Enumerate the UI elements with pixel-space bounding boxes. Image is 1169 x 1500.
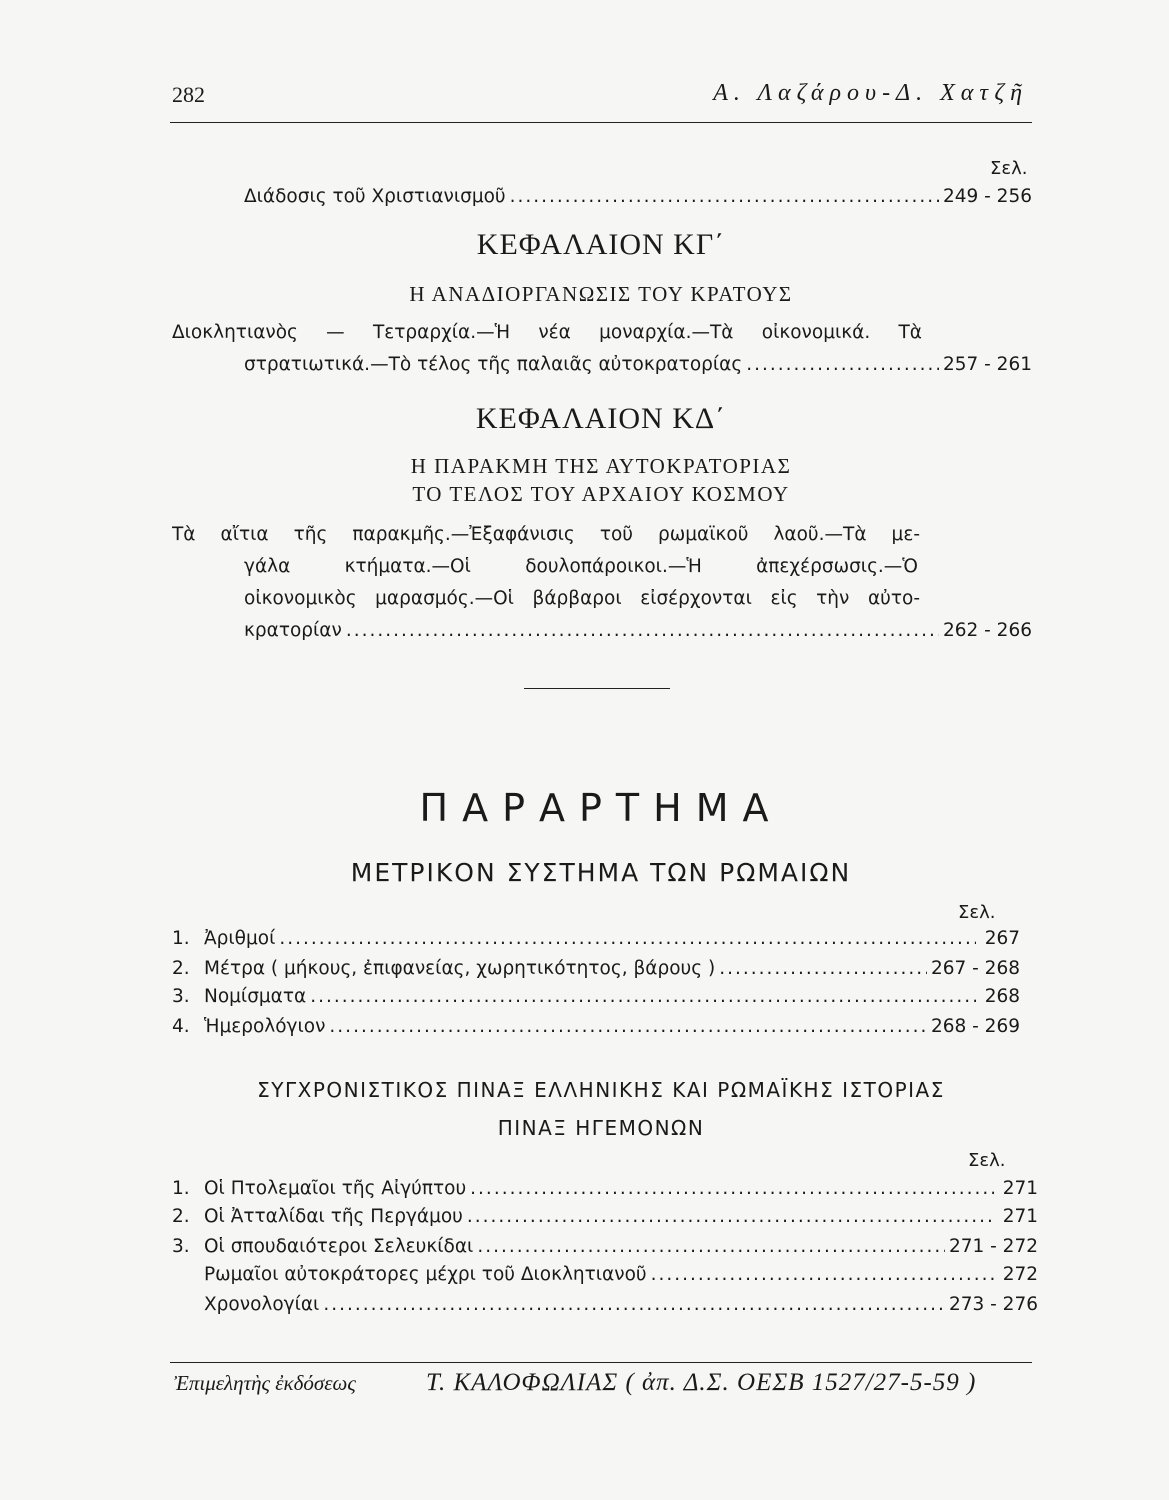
metric-item <box>172 958 1020 979</box>
item-number: 2. <box>172 958 190 979</box>
chapter-kd-line-3 <box>244 588 920 609</box>
page-number: 282 <box>172 82 205 107</box>
item-text: Μέτρα ( μήκους, ἐπιφανείας, χωρητικότητος, βάρους ) <box>204 958 716 979</box>
item-number: 4. <box>172 1016 190 1037</box>
leader-dots <box>719 958 927 979</box>
page-header <box>170 82 1032 123</box>
sel-label-top: Σελ. <box>990 158 1028 179</box>
ruler-item <box>172 1206 1038 1227</box>
metric-item <box>172 928 1020 949</box>
page-footer <box>170 1362 1032 1396</box>
leader-dots <box>467 1206 994 1227</box>
chapter-kd-text-1: Τὰ αἴτια τῆς παρακμῆς.—Ἐξαφάνισις τοῦ ρωμαϊκοῦ λαοῦ.—Τὰ με- <box>172 524 920 545</box>
chapter-kg-title: ΚΕΦΑΛΑΙΟΝ ΚΓ΄ <box>476 228 726 261</box>
metric-item <box>172 986 1020 1007</box>
sel-label-metric: Σελ. <box>958 902 996 923</box>
chapter-kd-pages: 262 - 266 <box>942 620 1032 641</box>
item-number: 1. <box>172 928 190 949</box>
appendix-title: ΠΑΡΑΡΤΗΜΑ <box>419 786 783 830</box>
toc-entry-text: Διάδοσις τοῦ Χριστιανισμοῦ <box>244 186 506 207</box>
toc-entry-christianity <box>244 186 1032 207</box>
leader-dots <box>477 1236 945 1257</box>
chapter-kd-text-4: κρατορίαν <box>244 620 342 641</box>
ruler-item <box>172 1264 1038 1285</box>
item-text: Νομίσματα <box>204 986 307 1007</box>
ruler-item <box>172 1236 1038 1257</box>
footer-printer: Τ. ΚΑΛΟΦΩΛΙΑΣ ( ἀπ. Δ.Σ. ΟΕΣΒ 1527/27-5-59 ) <box>426 1369 977 1396</box>
item-text: Ἡμερολόγιον <box>204 1016 326 1037</box>
toc-entry-pages: 249 - 256 <box>942 186 1032 207</box>
metric-item <box>172 1016 1020 1037</box>
leader-dots <box>470 1178 994 1199</box>
item-text: Ρωμαῖοι αὐτοκράτορες μέχρι τοῦ Διοκλητιανοῦ <box>204 1264 647 1285</box>
item-number: 3. <box>172 986 190 1007</box>
leader-dots <box>279 928 976 949</box>
rulers-table-title: ΠΙΝΑΞ ΗΓΕΜΟΝΩΝ <box>497 1116 705 1140</box>
item-pages: 267 - 268 <box>930 958 1020 979</box>
chapter-kd-subtitle-1: Η ΠΑΡΑΚΜΗ ΤΗΣ ΑΥΤΟΚΡΑΤΟΡΙΑΣ <box>410 454 792 478</box>
chapter-kd-line-4 <box>244 620 1032 641</box>
leader-dots <box>310 986 976 1007</box>
item-pages: 272 <box>1002 1264 1038 1285</box>
item-text: Οἱ Ἀτταλίδαι τῆς Περγάμου <box>204 1206 463 1227</box>
item-text: Οἱ Πτολεμαῖοι τῆς Αἰγύπτου <box>204 1178 467 1199</box>
chapter-kg-line-1 <box>172 322 922 343</box>
item-text: Οἱ σπουδαιότεροι Σελευκίδαι <box>204 1236 474 1257</box>
footer-editor: Ἐπιμελητὴς ἐκδόσεως <box>174 1371 356 1395</box>
chapter-kd-title: ΚΕΦΑΛΑΙΟΝ ΚΔ΄ <box>475 402 727 435</box>
metric-system-title: ΜΕΤΡΙΚΟΝ ΣΥΣΤΗΜΑ ΤΩΝ ΡΩΜΑΙΩΝ <box>350 858 852 887</box>
chapter-kg-text-2: στρατιωτικά.—Τὸ τέλος τῆς παλαιᾶς αὐτοκρατορίας <box>244 354 743 375</box>
leader-dots <box>329 1016 927 1037</box>
item-pages: 268 <box>984 986 1020 1007</box>
section-divider <box>524 688 670 689</box>
leader-dots <box>323 1294 945 1315</box>
chapter-kd-line-1 <box>172 524 920 545</box>
running-head: Α. Λαζάρου-Δ. Χατζῆ <box>713 80 1028 106</box>
item-pages: 268 - 269 <box>930 1016 1020 1037</box>
item-number: 1. <box>172 1178 190 1199</box>
chapter-kd-text-3: οἰκονομικὸς μαρασμός.—Οἱ βάρβαροι εἰσέρχονται εἰς τὴν αὐτο- <box>244 588 920 609</box>
item-pages: 267 <box>984 928 1020 949</box>
item-text: Χρονολογίαι <box>204 1294 320 1315</box>
chapter-kd-line-2 <box>244 556 918 577</box>
chapter-kg-pages: 257 - 261 <box>942 354 1032 375</box>
leader-dots <box>510 186 939 207</box>
sel-label-rulers: Σελ. <box>968 1150 1006 1171</box>
item-text: Ἀριθμοί <box>204 928 276 949</box>
leader-dots <box>346 620 939 641</box>
chapter-kg-subtitle: Η ΑΝΑΔΙΟΡΓΑΝΩΣΙΣ ΤΟΥ ΚΡΑΤΟΥΣ <box>409 282 793 306</box>
item-pages: 271 <box>1002 1206 1038 1227</box>
ruler-item <box>172 1294 1038 1315</box>
chapter-kg-text-1: Διοκλητιανὸς — Τετραρχία.—Ἡ νέα μοναρχία.—Τὰ οἰκονομικά. Τὰ <box>172 322 922 343</box>
chapter-kg-line-2 <box>244 354 1032 375</box>
sync-table-title: ΣΥΓΧΡΟΝΙΣΤΙΚΟΣ ΠΙΝΑΞ ΕΛΛΗΝΙΚΗΣ ΚΑΙ ΡΩΜΑΪΚΗΣ ΙΣΤΟΡΙΑΣ <box>257 1078 945 1102</box>
leader-dots <box>651 1264 994 1285</box>
chapter-kd-subtitle-2: ΤΟ ΤΕΛΟΣ ΤΟΥ ΑΡΧΑΙΟΥ ΚΟΣΜΟΥ <box>412 482 790 506</box>
item-number: 2. <box>172 1206 190 1227</box>
item-pages: 271 - 272 <box>948 1236 1038 1257</box>
item-pages: 273 - 276 <box>948 1294 1038 1315</box>
chapter-kd-text-2: γάλα κτήματα.—Οἱ δουλοπάροικοι.—Ἡ ἀπεχέρσωσις.—Ὁ <box>244 556 918 577</box>
leader-dots <box>746 354 939 375</box>
ruler-item <box>172 1178 1038 1199</box>
item-pages: 271 <box>1002 1178 1038 1199</box>
item-number: 3. <box>172 1236 190 1257</box>
